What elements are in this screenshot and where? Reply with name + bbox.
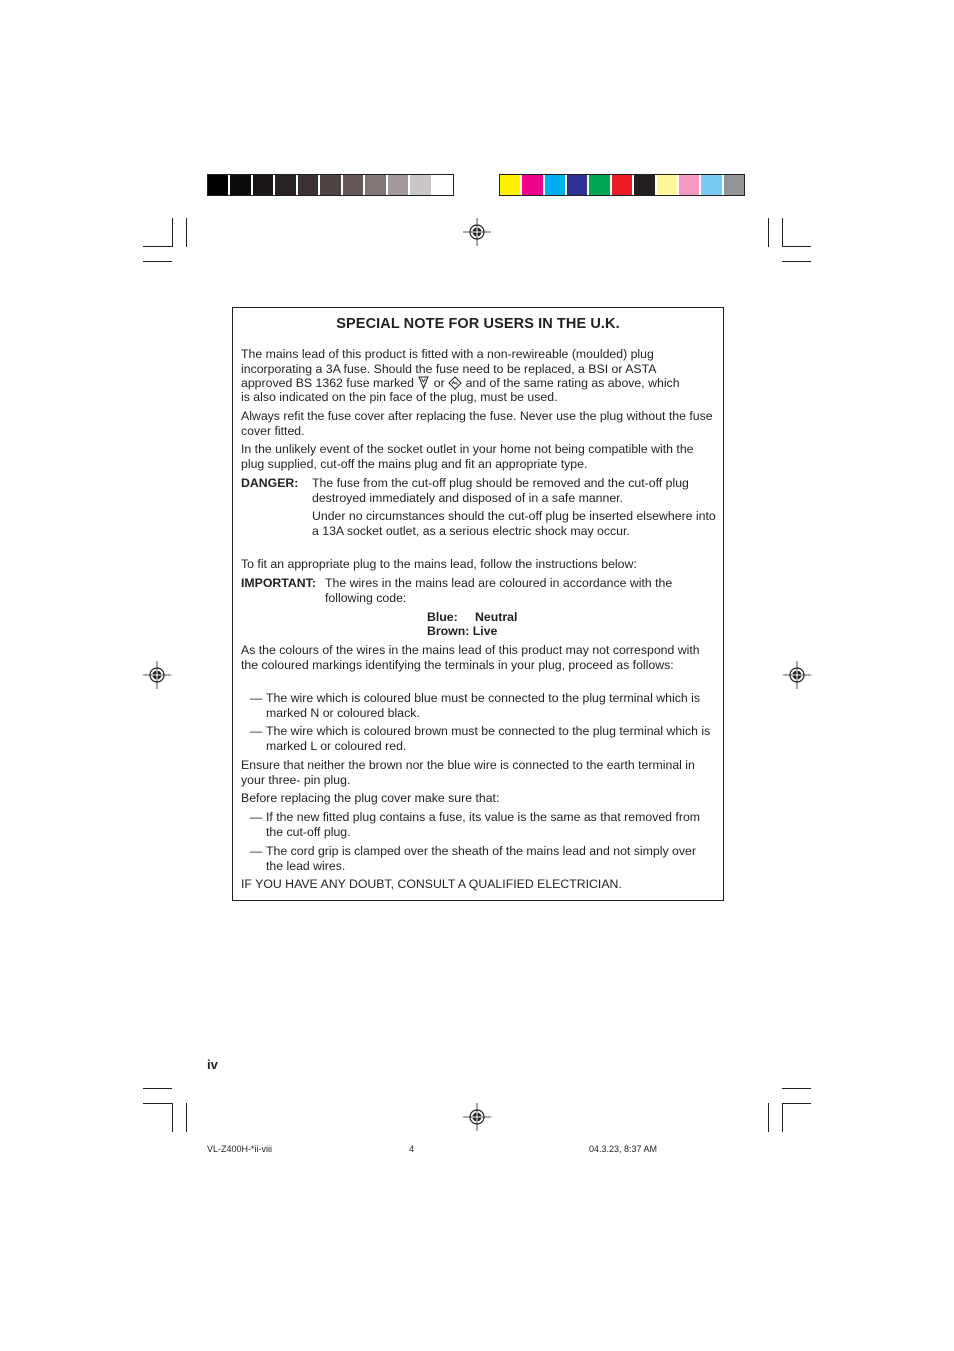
color-swatch [634,175,656,195]
registration-mark-icon [463,1103,491,1131]
crop-mark [143,1088,172,1089]
crop-mark [768,1103,769,1132]
code-blue-value: Neutral [475,610,518,624]
bsi-kitemark-icon [417,376,430,389]
paragraph-5: As the colours of the wires in the mains lead of this product may not correspond with the coloured markings identifying the terminals in your plug, proceed as follows: [241,643,700,672]
paragraph-2: Always refit the fuse cover after replacing the fuse. Never use the plug without the fuse cover fitted. [241,409,713,438]
color-swatch [567,175,589,195]
crop-mark [143,261,172,262]
dash: — [250,724,263,738]
crop-mark [782,218,783,247]
paragraph-3: In the unlikely event of the socket outlet in your home not being compatible with the plug supplied, cut-off the mains plug and fit an appropriate type. [241,442,694,471]
crop-mark [782,246,811,247]
note-title: SPECIAL NOTE FOR USERS IN THE U.K. [336,316,620,332]
crop-mark [782,261,811,262]
crop-mark [782,1088,811,1089]
registration-mark-icon [783,661,811,689]
danger-label: DANGER: [241,476,299,490]
color-swatch [343,175,365,195]
crop-mark [172,1103,173,1132]
bullet-3: If the new fitted plug contains a fuse, its value is the same as that removed from the cut-off plug. [266,810,701,839]
color-swatch [500,175,522,195]
color-swatch [298,175,320,195]
color-swatch [657,175,679,195]
or-text: or [433,376,445,390]
danger-text-1: The fuse from the cut-off plug should be removed and the cut-off plug destroyed immediately and disposed of in a safe manner. [312,476,689,505]
paragraph-1-fuse-line [241,376,717,391]
dash: — [250,844,263,858]
crop-mark [186,218,187,247]
bullet-4: The cord grip is clamped over the sheath of the mains lead and not simply over the lead wires. [266,844,696,873]
important-text: The wires in the mains lead are coloured in accordance with the following code: [325,576,673,605]
color-swatch [724,175,744,195]
color-swatch [208,175,230,195]
dash: — [250,691,263,705]
footer-date: 04.3.23, 8:37 AM [589,1144,658,1154]
danger-text-2: Under no circumstances should the cut-off plug be inserted elsewhere into a 13A socket outlet, as a serious electric shock may occur. [312,509,716,538]
fuse-marking-text: approved BS 1362 fuse marked [241,376,414,390]
color-swatch [230,175,252,195]
important-label: IMPORTANT: [241,576,316,590]
color-swatch [612,175,634,195]
color-swatch [320,175,342,195]
paragraph-1-end: is also indicated on the pin face of the plug, must be used. [241,390,558,404]
color-swatch [433,175,453,195]
footer-page: 4 [409,1144,415,1154]
crop-mark [143,246,172,247]
crop-mark [172,218,173,247]
crop-mark [143,1103,172,1104]
dash: — [250,810,263,824]
crop-mark [768,218,769,247]
color-swatch [410,175,432,195]
color-swatch [365,175,387,195]
color-swatch [701,175,723,195]
paragraph-4: To fit an appropriate plug to the mains lead, follow the instructions below: [241,557,637,571]
asta-mark-icon [448,376,462,390]
paragraph-1: The mains lead of this product is fitted with a non-rewireable (moulded) plug incorporating a 3A fuse. Should the fuse need to be replaced, a BSI or ASTA [241,347,657,376]
color-swatch [275,175,297,195]
bullet-2: The wire which is coloured brown must be connected to the plug terminal which is marked L or coloured red. [266,724,711,753]
code-brown: Brown: Live [427,624,498,638]
crop-mark [186,1103,187,1132]
crop-mark [782,1103,783,1132]
paragraph-7: Before replacing the plug cover make sure that: [241,791,500,805]
registration-mark-icon [463,218,491,246]
page-number: iv [207,1057,218,1072]
paragraph-8: IF YOU HAVE ANY DOUBT, CONSULT A QUALIFIED ELECTRICIAN. [241,877,622,891]
color-bar [499,174,745,196]
color-swatch [522,175,544,195]
crop-mark [782,1103,811,1104]
bullet-1: The wire which is coloured blue must be connected to the plug terminal which is marked N or coloured black. [266,691,701,720]
code-blue-label: Blue: [427,610,458,624]
paragraph-6: Ensure that neither the brown nor the blue wire is connected to the earth terminal in your three- pin plug. [241,758,695,787]
footer-file: VL-Z400H-*ii-viii [207,1144,273,1154]
grayscale-bar [207,174,454,196]
color-swatch [253,175,275,195]
color-swatch [388,175,410,195]
registration-mark-icon [143,661,171,689]
same-rating-text: and of the same rating as above, which [465,376,680,390]
special-note-box [232,307,724,901]
color-swatch [589,175,611,195]
color-swatch [545,175,567,195]
color-swatch [679,175,701,195]
